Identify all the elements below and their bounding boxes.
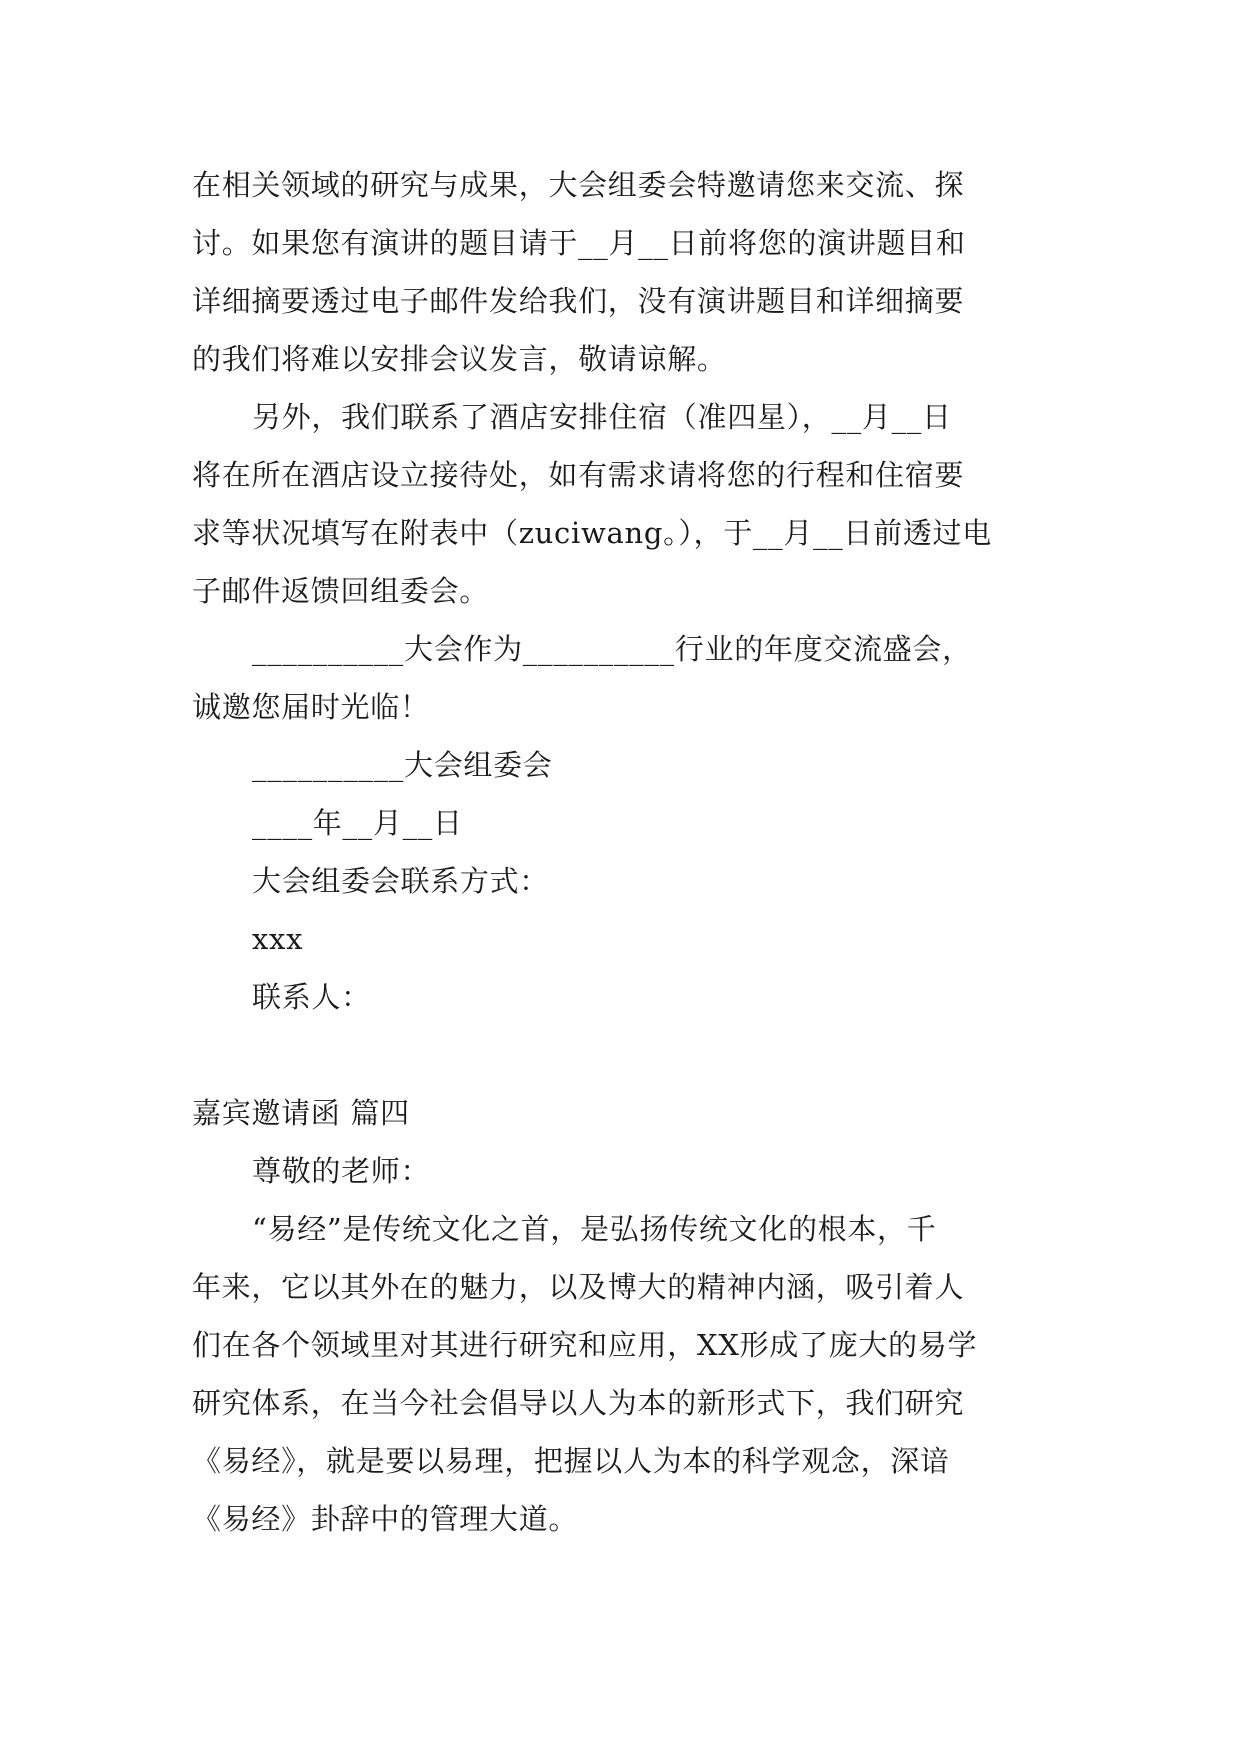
signature-organizer: __________大会组委会 <box>252 748 553 782</box>
paragraph-line: __________大会作为__________行业的年度交流盛会， <box>252 632 972 666</box>
document-body <box>192 156 1052 1548</box>
paragraph-line: 在相关领域的研究与成果，大会组委会特邀请您来交流、探 <box>192 168 965 202</box>
salutation: 尊敬的老师： <box>252 1154 431 1188</box>
paragraph-line: 将在所在酒店设立接待处，如有需求请将您的行程和住宿要 <box>192 458 965 492</box>
signature-date: ____年__月__日 <box>252 806 463 840</box>
section-title: 嘉宾邀请函 篇四 <box>192 1096 410 1130</box>
paragraph-line: 《易经》卦辞中的管理大道。 <box>192 1502 579 1536</box>
paragraph-line: 研究体系，在当今社会倡导以人为本的新形式下，我们研究 <box>192 1386 965 1420</box>
paragraph-line: “易经”是传统文化之首，是弘扬传统文化的根本，千 <box>252 1212 937 1246</box>
paragraph-line: 求等状况填写在附表中（zuciwang。），于__月__日前透过电 <box>192 516 992 550</box>
contact-value: xxx <box>252 922 304 956</box>
paragraph-line: 的我们将难以安排会议发言，敬请谅解。 <box>192 342 727 376</box>
paragraph-line: 诚邀您届时光临！ <box>192 690 430 724</box>
paragraph-line: 们在各个领域里对其进行研究和应用，XX形成了庞大的易学 <box>192 1328 978 1362</box>
contact-person: 联系人： <box>252 980 371 1014</box>
paragraph-line: 年来，它以其外在的魅力，以及博大的精神内涵，吸引着人 <box>192 1270 965 1304</box>
paragraph-line: 详细摘要透过电子邮件发给我们，没有演讲题目和详细摘要 <box>192 284 965 318</box>
paragraph-line: 《易经》，就是要以易理，把握以人为本的科学观念，深谙 <box>192 1444 950 1478</box>
contact-heading: 大会组委会联系方式： <box>252 864 550 898</box>
paragraph-line: 另外，我们联系了酒店安排住宿（准四星），__月__日 <box>252 400 952 434</box>
paragraph-line: 讨。如果您有演讲的题目请于__月__日前将您的演讲题目和 <box>192 226 966 260</box>
paragraph-line: 子邮件返馈回组委会。 <box>192 574 490 608</box>
